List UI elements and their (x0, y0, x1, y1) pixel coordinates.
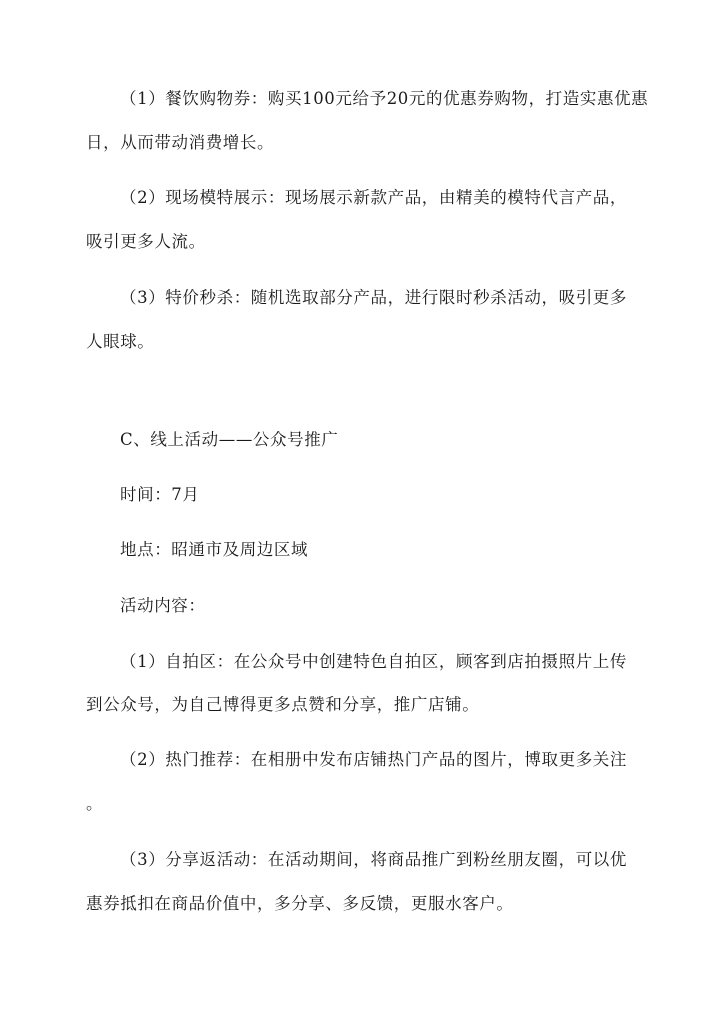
content-label: 活动内容： (120, 596, 206, 615)
paragraph-5-line-2: 。 (86, 794, 104, 813)
paragraph-2-line-2: 吸引更多人流。 (86, 232, 206, 251)
paragraph-2-line-1: （2）现场模特展示：现场展示新款产品，由精美的模特代言产品， (120, 188, 627, 207)
paragraph-6-line-2: 惠券抵扣在商品价值中，多分享、多反馈，更服水客户。 (86, 894, 514, 913)
paragraph-6-line-1: （3）分享返活动：在活动期间，将商品推广到粉丝朋友圈，可以优 (120, 850, 627, 869)
location-line: 地点：昭通市及周边区域 (120, 540, 309, 559)
time-line: 时间：7月 (120, 485, 200, 504)
section-heading: C、线上活动——公众号推广 (120, 430, 339, 449)
paragraph-4-line-2: 到公众号，为自己博得更多点赞和分享，推广店铺。 (86, 695, 480, 714)
paragraph-3-line-1: （3）特价秒杀：随机选取部分产品，进行限时秒杀活动，吸引更多 (120, 288, 627, 307)
paragraph-1-line-2: 日，从而带动消费增长。 (86, 133, 275, 152)
paragraph-4-line-1: （1）自拍区：在公众号中创建特色自拍区，顾客到店拍摄照片上传 (120, 652, 627, 671)
paragraph-1-line-1: （1）餐饮购物券：购买100元给予20元的优惠券购物，打造实惠优惠 (120, 89, 649, 108)
paragraph-3-line-2: 人眼球。 (86, 332, 155, 351)
paragraph-5-line-1: （2）热门推荐：在相册中发布店铺热门产品的图片，博取更多关注 (120, 750, 627, 769)
